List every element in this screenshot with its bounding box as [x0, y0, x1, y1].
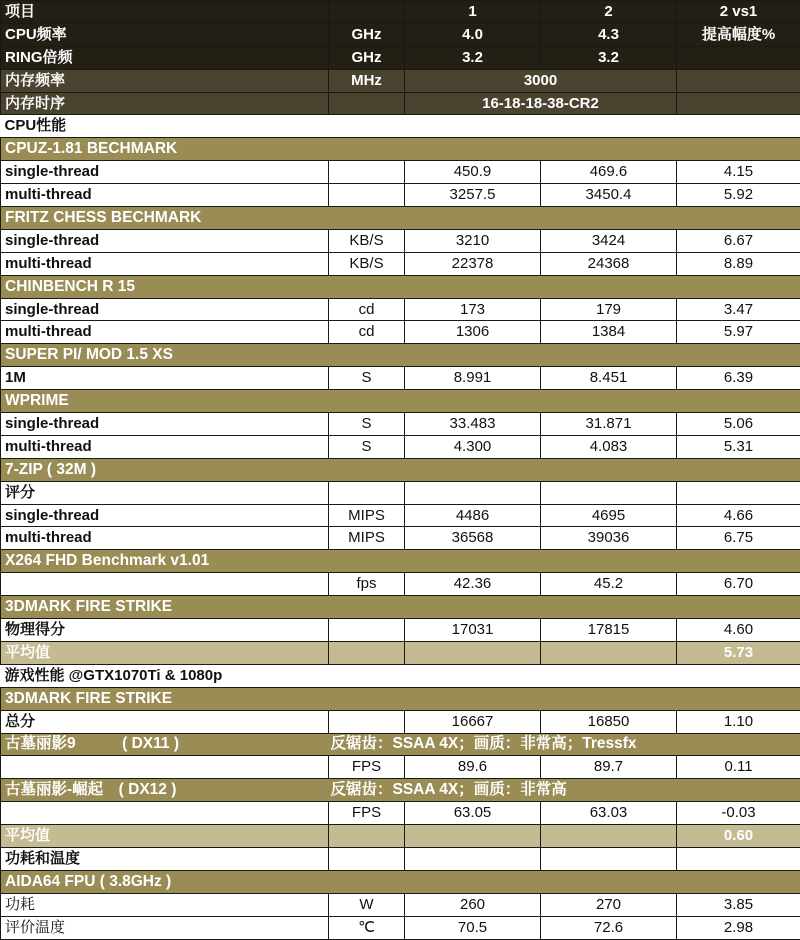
cell-label: single-thread	[1, 298, 329, 321]
table-row	[1, 527, 800, 550]
table-row	[1, 298, 800, 321]
cell-diff: 8.89	[677, 252, 800, 275]
cell-diff: 6.75	[677, 527, 800, 550]
table-row	[1, 916, 800, 939]
cell-v1: 33.483	[405, 413, 541, 436]
cell-diff: 5.92	[677, 184, 800, 207]
cell-label: multi-thread	[1, 435, 329, 458]
category-title-cpu	[1, 115, 800, 138]
cell-v1	[405, 481, 541, 504]
section-title: SUPER PI/ MOD 1.5 XS	[1, 344, 800, 367]
cell-label: 项目	[1, 1, 329, 24]
cell-merged: 3000	[405, 69, 677, 92]
cell-v2: 4695	[541, 504, 677, 527]
cell-diff: 0.60	[677, 825, 800, 848]
cell-unit: fps	[329, 573, 405, 596]
cell-label	[1, 573, 329, 596]
table-row	[1, 619, 800, 642]
cell-diff: 6.70	[677, 573, 800, 596]
cell-unit	[329, 710, 405, 733]
cell-unit: FPS	[329, 802, 405, 825]
header-row-mem-freq	[1, 69, 800, 92]
cell-v1: 4.300	[405, 435, 541, 458]
table-row	[1, 321, 800, 344]
cell-v2: 3.2	[541, 46, 677, 69]
table-row	[1, 893, 800, 916]
cell-v1: 4486	[405, 504, 541, 527]
average-row-game	[1, 825, 800, 848]
cell-v1: 450.9	[405, 161, 541, 184]
cell-unit: cd	[329, 321, 405, 344]
cell-v2: 63.03	[541, 802, 677, 825]
section-header-7zip	[1, 458, 800, 481]
cell-label: single-thread	[1, 161, 329, 184]
cell-v2: 2	[541, 1, 677, 24]
cell-v1: 173	[405, 298, 541, 321]
cell-diff: 4.60	[677, 619, 800, 642]
cell-label: 平均值	[1, 825, 329, 848]
header-row-mem-timing	[1, 92, 800, 115]
cell-v2	[541, 847, 677, 870]
cell-v1	[405, 825, 541, 848]
cell-unit	[329, 619, 405, 642]
cell-label: single-thread	[1, 504, 329, 527]
section-header-tombraider-rise	[1, 779, 800, 802]
cell-unit: GHz	[329, 23, 405, 46]
cell-v1: 89.6	[405, 756, 541, 779]
section-title: 3DMARK FIRE STRIKE	[1, 687, 800, 710]
cell-diff: 1.10	[677, 710, 800, 733]
section-title: WPRIME	[1, 390, 800, 413]
cell-v1: 63.05	[405, 802, 541, 825]
cell-v1: 3.2	[405, 46, 541, 69]
section-header-tombraider9	[1, 733, 800, 756]
cell-unit: S	[329, 367, 405, 390]
section-settings: 反锯齿：SSAA 4X；画质：非常高	[329, 779, 800, 802]
category-title-game	[1, 664, 800, 687]
cell-v2: 4.3	[541, 23, 677, 46]
section-title: 3DMARK FIRE STRIKE	[1, 596, 800, 619]
cell-diff	[677, 92, 800, 115]
cell-v2: 72.6	[541, 916, 677, 939]
cell-diff: 2 vs1	[677, 1, 800, 24]
section-title: CPUZ-1.81 BECHMARK	[1, 138, 800, 161]
section-header-aida64	[1, 870, 800, 893]
table-row	[1, 573, 800, 596]
cell-v2: 39036	[541, 527, 677, 550]
cell-diff	[677, 46, 800, 69]
cell-diff: 4.15	[677, 161, 800, 184]
cell-v1: 3257.5	[405, 184, 541, 207]
cell-v1: 4.0	[405, 23, 541, 46]
cell-label: single-thread	[1, 413, 329, 436]
cell-unit: FPS	[329, 756, 405, 779]
cell-v1: 42.36	[405, 573, 541, 596]
cell-v1: 22378	[405, 252, 541, 275]
cell-diff: 3.47	[677, 298, 800, 321]
cell-label: 内存时序	[1, 92, 329, 115]
cell-label: 功耗	[1, 893, 329, 916]
cell-label: multi-thread	[1, 321, 329, 344]
cell-v2: 8.451	[541, 367, 677, 390]
cell-v1: 36568	[405, 527, 541, 550]
section-header-3dmark-physics	[1, 596, 800, 619]
cell-diff: 5.31	[677, 435, 800, 458]
table-row	[1, 504, 800, 527]
header-row-item	[1, 1, 800, 24]
section-header-superpi	[1, 344, 800, 367]
category-title-power	[1, 847, 800, 870]
cell-diff: 4.66	[677, 504, 800, 527]
cell-label: 总分	[1, 710, 329, 733]
cell-unit: ℃	[329, 916, 405, 939]
cell-v2: 469.6	[541, 161, 677, 184]
category-label: 游戏性能 @GTX1070Ti & 1080p	[1, 664, 800, 687]
cell-v1: 70.5	[405, 916, 541, 939]
cell-v1: 260	[405, 893, 541, 916]
cell-label: CPU频率	[1, 23, 329, 46]
cell-unit	[329, 825, 405, 848]
table-row	[1, 481, 800, 504]
cell-v2	[541, 641, 677, 664]
cell-v2: 3450.4	[541, 184, 677, 207]
cell-label: multi-thread	[1, 184, 329, 207]
cell-diff: 3.85	[677, 893, 800, 916]
section-header-3dmark-total	[1, 687, 800, 710]
cell-diff: 提高幅度%	[677, 23, 800, 46]
cell-label: single-thread	[1, 229, 329, 252]
cell-v1: 1306	[405, 321, 541, 344]
cell-unit	[329, 481, 405, 504]
cell-unit	[329, 641, 405, 664]
cell-v2: 3424	[541, 229, 677, 252]
category-label: CPU性能	[1, 115, 800, 138]
section-header-cpuz	[1, 138, 800, 161]
table-row	[1, 802, 800, 825]
cell-v1: 8.991	[405, 367, 541, 390]
cell-unit: MHz	[329, 69, 405, 92]
cell-unit: W	[329, 893, 405, 916]
cell-diff	[677, 69, 800, 92]
cell-unit: MIPS	[329, 527, 405, 550]
cell-diff: 2.98	[677, 916, 800, 939]
cell-v2: 31.871	[541, 413, 677, 436]
cell-v2: 24368	[541, 252, 677, 275]
cell-unit: MIPS	[329, 504, 405, 527]
section-title: 古墓丽影-崛起 ( DX12 )	[1, 779, 329, 802]
cell-diff: 5.06	[677, 413, 800, 436]
cell-label: 内存频率	[1, 69, 329, 92]
cell-diff: -0.03	[677, 802, 800, 825]
cell-v1: 3210	[405, 229, 541, 252]
cell-unit	[329, 92, 405, 115]
cell-v2: 16850	[541, 710, 677, 733]
section-header-cinebench	[1, 275, 800, 298]
section-title: 古墓丽影9 ( DX11 )	[1, 733, 329, 756]
cell-v2: 270	[541, 893, 677, 916]
cell-diff	[677, 847, 800, 870]
cell-v2: 45.2	[541, 573, 677, 596]
section-title: X264 FHD Benchmark v1.01	[1, 550, 800, 573]
table-row	[1, 229, 800, 252]
cell-unit: KB/S	[329, 229, 405, 252]
table-row	[1, 184, 800, 207]
cell-unit: KB/S	[329, 252, 405, 275]
cell-diff: 6.67	[677, 229, 800, 252]
cell-v2: 17815	[541, 619, 677, 642]
cell-v1	[405, 641, 541, 664]
table-row	[1, 252, 800, 275]
header-row-cpu-freq	[1, 23, 800, 46]
section-header-x264	[1, 550, 800, 573]
cell-label: 平均值	[1, 641, 329, 664]
table-row	[1, 413, 800, 436]
cell-v1: 17031	[405, 619, 541, 642]
cell-label: multi-thread	[1, 252, 329, 275]
cell-label: 评价温度	[1, 916, 329, 939]
cell-diff: 0.11	[677, 756, 800, 779]
cell-diff: 5.73	[677, 641, 800, 664]
cell-unit: S	[329, 435, 405, 458]
section-settings: 反锯齿：SSAA 4X；画质：非常高；Tressfx	[329, 733, 800, 756]
cell-unit	[329, 847, 405, 870]
cell-unit	[329, 1, 405, 24]
average-row-cpu	[1, 641, 800, 664]
cell-v1: 1	[405, 1, 541, 24]
cell-diff: 5.97	[677, 321, 800, 344]
cell-diff	[677, 481, 800, 504]
cell-label: 物理得分	[1, 619, 329, 642]
cell-unit: S	[329, 413, 405, 436]
table-row	[1, 710, 800, 733]
cell-v2: 1384	[541, 321, 677, 344]
section-header-wprime	[1, 390, 800, 413]
cell-unit: GHz	[329, 46, 405, 69]
table-row	[1, 756, 800, 779]
cell-diff: 6.39	[677, 367, 800, 390]
cell-label: 1M	[1, 367, 329, 390]
section-header-fritz	[1, 207, 800, 230]
cell-label: 评分	[1, 481, 329, 504]
table-row	[1, 161, 800, 184]
cell-v1: 16667	[405, 710, 541, 733]
section-title: CHINBENCH R 15	[1, 275, 800, 298]
cell-v2	[541, 481, 677, 504]
table-row	[1, 435, 800, 458]
cell-unit	[329, 161, 405, 184]
section-title: FRITZ CHESS BECHMARK	[1, 207, 800, 230]
cell-v2: 4.083	[541, 435, 677, 458]
cell-unit	[329, 184, 405, 207]
section-title: 7-ZIP ( 32M )	[1, 458, 800, 481]
cell-v2: 179	[541, 298, 677, 321]
cell-label	[1, 756, 329, 779]
cell-v1	[405, 847, 541, 870]
cell-label	[1, 802, 329, 825]
cell-label: multi-thread	[1, 527, 329, 550]
section-title: AIDA64 FPU ( 3.8GHz )	[1, 870, 800, 893]
header-row-ring	[1, 46, 800, 69]
cell-unit: cd	[329, 298, 405, 321]
category-label: 功耗和温度	[1, 847, 329, 870]
cell-merged: 16-18-18-38-CR2	[405, 92, 677, 115]
cell-v2	[541, 825, 677, 848]
table-row	[1, 367, 800, 390]
cell-v2: 89.7	[541, 756, 677, 779]
cell-label: RING倍频	[1, 46, 329, 69]
